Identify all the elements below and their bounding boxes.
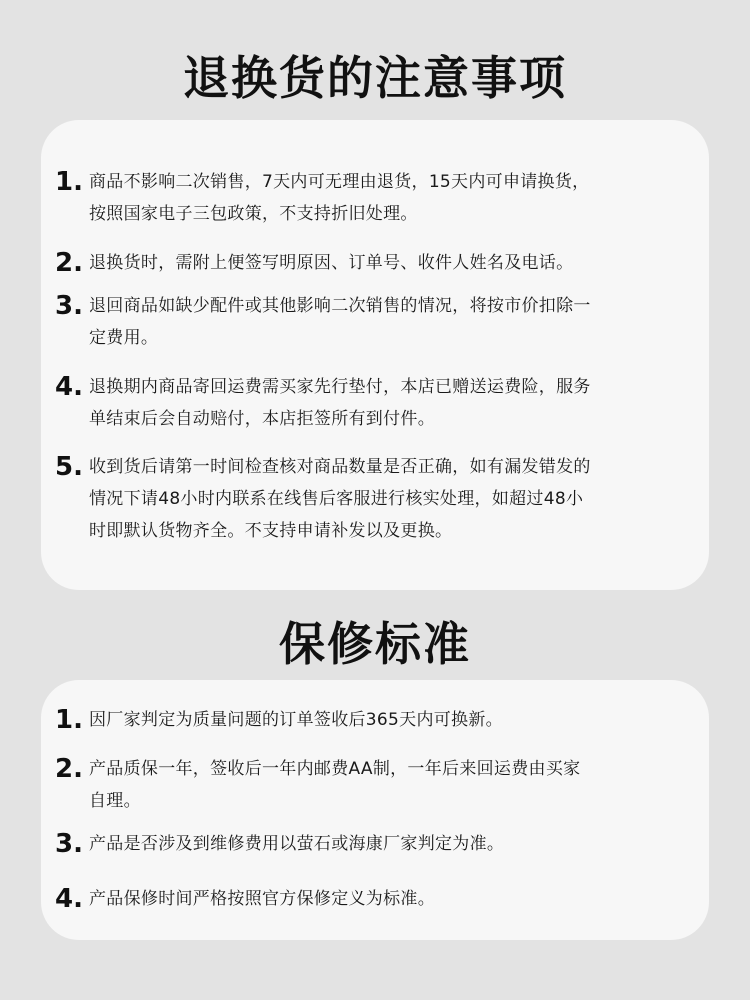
text-line: 时即默认货物齐全。不支持申请补发以及更换。 <box>89 521 453 541</box>
text-line: 产品是否涉及到维修费用以萤石或海康厂家判定为准。 <box>89 834 505 854</box>
text-line: 单结束后会自动赔付，本店拒签所有到付件。 <box>89 409 435 429</box>
item-text <box>89 753 705 817</box>
item-text <box>89 247 705 279</box>
item-text <box>89 828 705 860</box>
item-number: 1. <box>55 167 83 197</box>
text-line: 产品质保一年，签收后一年内邮费AA制，一年后来回运费由买家 <box>89 759 581 779</box>
text-line: 退回商品如缺少配件或其他影响二次销售的情况，将按市价扣除一 <box>89 296 591 316</box>
item-text <box>89 290 705 354</box>
text-line: 退换期内商品寄回运费需买家先行垫付，本店已赠送运费险，服务 <box>89 377 591 397</box>
item-number: 1. <box>55 705 83 735</box>
item-number: 4. <box>55 884 83 914</box>
item-number: 2. <box>55 248 83 278</box>
item-number: 4. <box>55 372 83 402</box>
item-text <box>89 371 705 435</box>
item-number: 5. <box>55 452 83 482</box>
item-text <box>89 451 705 547</box>
item-number: 2. <box>55 754 83 784</box>
warranty-card <box>41 680 709 940</box>
text-line: 情况下请48小时内联系在线售后客服进行核实处理，如超过48小 <box>89 489 584 509</box>
warranty-title: 保修标准 <box>279 617 471 671</box>
text-line: 退换货时，需附上便签写明原因、订单号、收件人姓名及电话。 <box>89 253 574 273</box>
text-line: 因厂家判定为质量问题的订单签收后365天内可换新。 <box>89 710 503 730</box>
text-line: 商品不影响二次销售，7天内可无理由退货，15天内可申请换货， <box>89 172 590 192</box>
text-line: 定费用。 <box>89 328 159 348</box>
item-text <box>89 166 705 230</box>
item-number: 3. <box>55 829 83 859</box>
returns-card <box>41 120 709 590</box>
text-line: 产品保修时间严格按照官方保修定义为标准。 <box>89 889 435 909</box>
item-number: 3. <box>55 291 83 321</box>
item-text <box>89 883 705 915</box>
returns-title: 退换货的注意事项 <box>183 51 567 105</box>
text-line: 按照国家电子三包政策，不支持折旧处理。 <box>89 204 418 224</box>
item-text <box>89 704 705 736</box>
text-line: 收到货后请第一时间检查核对商品数量是否正确，如有漏发错发的 <box>89 457 591 477</box>
text-line: 自理。 <box>89 791 141 811</box>
